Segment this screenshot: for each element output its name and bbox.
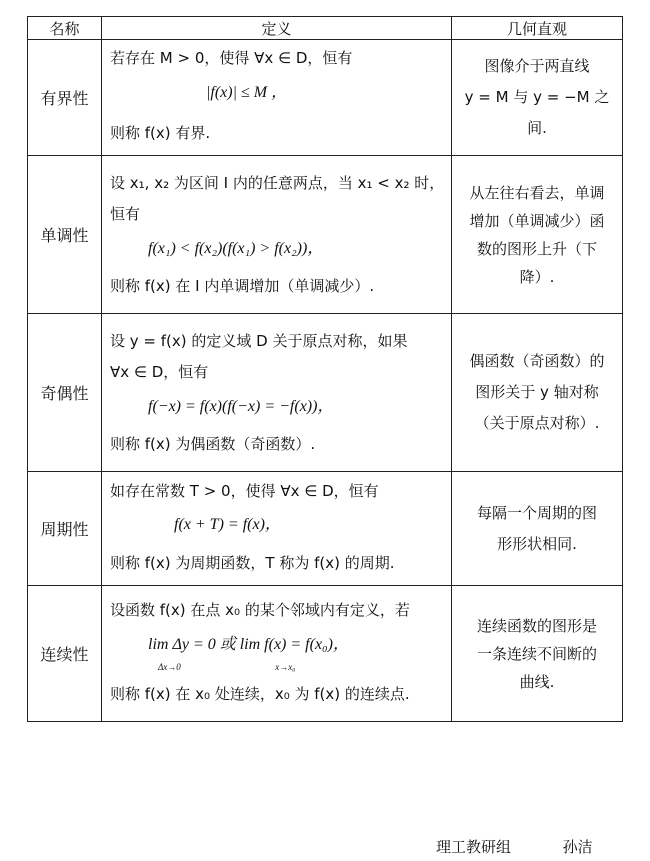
definition-line: 若存在 M > 0，使得 ∀x ∈ D，恒有 (110, 48, 353, 67)
geometry-cell (452, 156, 623, 314)
table-row (28, 586, 623, 722)
geometry-cell (452, 314, 623, 472)
geometry-line: （关于原点对称）. (474, 414, 600, 432)
definition-line: 则称 f(x) 有界. (110, 123, 211, 142)
definition-line: 恒有 (110, 204, 141, 223)
geometry-line: 增加（单调减少）函 (469, 211, 605, 230)
definition-line: 则称 f(x) 为周期函数，T 称为 f(x) 的周期. (110, 553, 395, 572)
property-name: 连续性 (28, 586, 102, 722)
property-name: 有界性 (28, 40, 102, 156)
table-row (28, 156, 623, 314)
header-name: 名称 (28, 17, 102, 40)
geometry-cell (452, 40, 623, 156)
limit-subscript: x→x₀ (275, 661, 296, 672)
geometry-line: 每隔一个周期的图 (476, 503, 597, 522)
geometry-cell (452, 472, 623, 586)
header-definition: 定义 (102, 17, 452, 40)
properties-table (27, 16, 623, 722)
formula: f(−x) = f(x)(f(−x) = −f(x))， (148, 397, 334, 415)
definition-line: 则称 f(x) 为偶函数（奇函数）. (110, 434, 316, 453)
definition-line: 设 y = f(x) 的定义域 D 关于原点对称，如果 (110, 331, 408, 350)
header-row (28, 17, 623, 40)
property-name: 周期性 (28, 472, 102, 586)
definition-line: 设函数 f(x) 在点 x₀ 的某个邻域内有定义，若 (110, 600, 410, 619)
definition-cell (102, 472, 452, 586)
table-row (28, 314, 623, 472)
property-name: 单调性 (28, 156, 102, 314)
geometry-line: 数的图形上升（下 (476, 239, 597, 258)
formula: |f(x)| ≤ M ， (206, 83, 288, 101)
definition-cell (102, 156, 452, 314)
footer-group: 理工教研组 (436, 838, 512, 856)
geometry-cell (452, 586, 623, 722)
geometry-line: 从左往右看去，单调 (469, 183, 605, 202)
geometry-line: 间. (527, 119, 547, 137)
geometry-line: 曲线. (519, 672, 555, 691)
definition-line: ∀x ∈ D，恒有 (110, 362, 209, 381)
definition-line: 如存在常数 T > 0，使得 ∀x ∈ D，恒有 (110, 481, 379, 500)
footer-author: 孙洁 (562, 838, 593, 856)
geometry-line: 形形状相同. (497, 534, 577, 553)
limit-subscript: Δx→0 (158, 661, 181, 672)
formula: f(x₁) < f(x₂)(f(x₁) > f(x₂))， (148, 239, 324, 257)
geometry-line: y = M 与 y = −M 之 (464, 88, 610, 106)
geometry-line: 图像介于两直线 (484, 57, 590, 75)
geometry-line: 一条连续不间断的 (476, 644, 597, 663)
geometry-line: 图形关于 y 轴对称 (475, 383, 599, 401)
geometry-line: 降）. (519, 267, 555, 286)
property-name: 奇偶性 (28, 314, 102, 472)
footer-signature (436, 836, 593, 857)
formula: f(x + T) = f(x)， (174, 515, 281, 533)
formula: lim Δy = 0 或 lim f(x) = f(x₀)， (148, 635, 349, 653)
geometry-line: 偶函数（奇函数）的 (469, 352, 605, 370)
header-geometry: 几何直观 (452, 17, 623, 40)
definition-cell (102, 586, 452, 722)
definition-cell (102, 314, 452, 472)
definition-line: 则称 f(x) 在 x₀ 处连续，x₀ 为 f(x) 的连续点. (110, 684, 410, 703)
definition-line: 设 x₁, x₂ 为区间 I 内的任意两点，当 x₁ < x₂ 时， (110, 173, 445, 192)
table-row (28, 472, 623, 586)
definition-line: 则称 f(x) 在 I 内单调增加（单调减少）. (110, 276, 375, 295)
table-row (28, 40, 623, 156)
geometry-line: 连续函数的图形是 (476, 616, 597, 635)
limit-subscripts (110, 662, 451, 672)
definition-cell (102, 40, 452, 156)
